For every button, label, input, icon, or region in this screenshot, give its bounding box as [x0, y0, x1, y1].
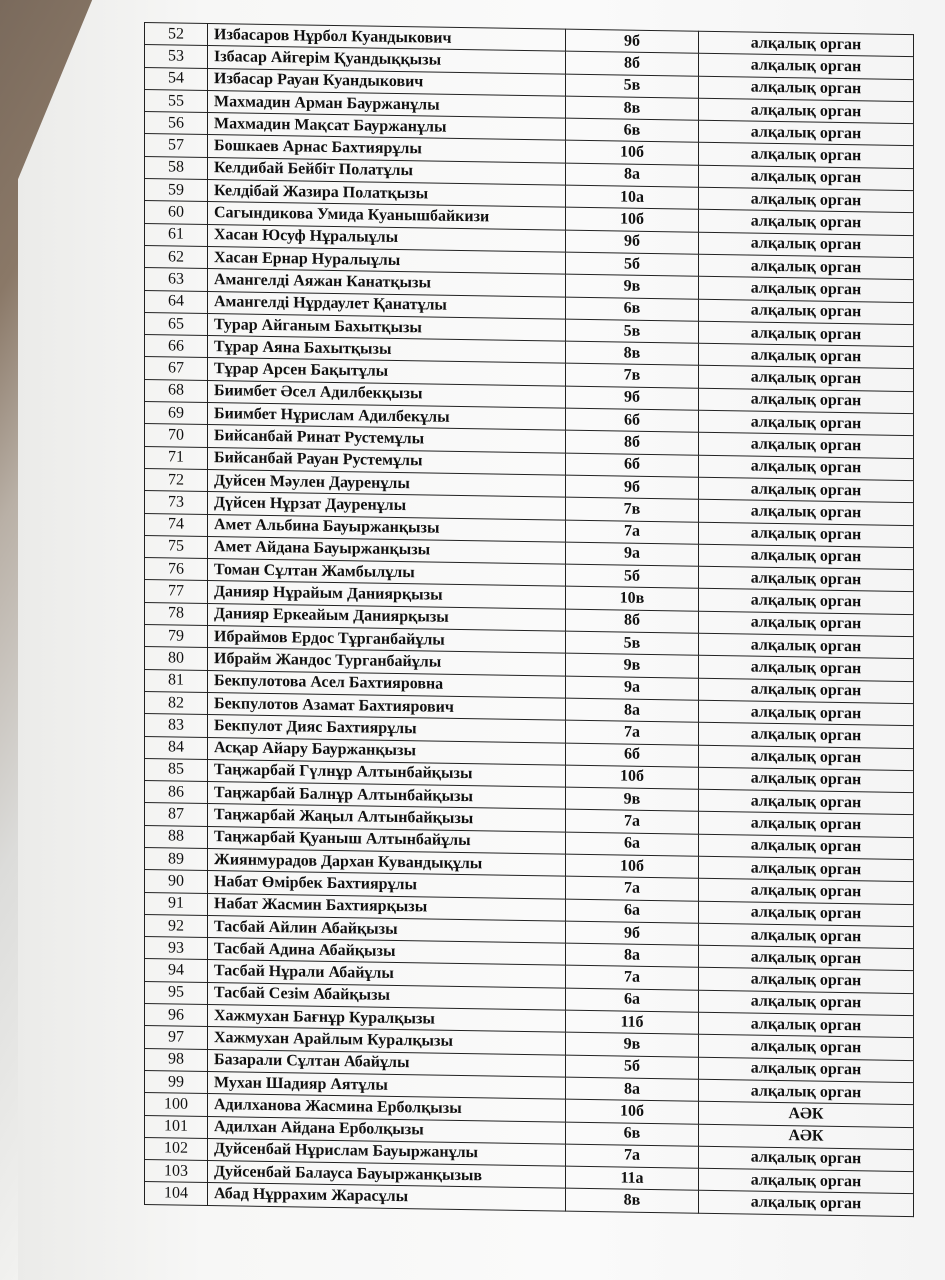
row-number: 69 [145, 402, 208, 425]
class-cell: 8б [566, 609, 699, 633]
role-cell: АӘК [699, 1101, 914, 1127]
class-cell: 5в [566, 319, 699, 343]
student-name: Таңжарбай Балнұр Алтынбайқызы [208, 782, 566, 810]
student-name: Биимбет Нұрислам Адилбекұлы [208, 403, 566, 431]
row-number: 54 [145, 67, 208, 90]
role-cell: алқалық орган [699, 343, 914, 369]
student-name: Бийсанбай Рауан Рустемұлы [208, 447, 566, 475]
student-name: Хасан Юсуф Нұралыұлы [208, 224, 566, 252]
row-number: 90 [145, 870, 208, 893]
class-cell: 9б [566, 475, 699, 499]
row-number: 55 [145, 89, 208, 112]
row-number: 52 [145, 23, 208, 46]
class-cell: 5б [566, 564, 699, 588]
row-number: 74 [145, 513, 208, 536]
class-cell: 11б [566, 1010, 699, 1034]
student-name: Келдібай Жазира Полатқызы [208, 180, 566, 208]
class-cell: 9б [566, 386, 699, 410]
row-number: 93 [145, 937, 208, 960]
student-name: Адилханова Жасмина Ерболқызы [208, 1094, 566, 1122]
class-cell: 8в [566, 96, 699, 120]
row-number: 60 [145, 201, 208, 224]
role-cell: алқалық орган [699, 1191, 914, 1217]
student-name: Ибрайм Жандос Турганбайұлы [208, 648, 566, 676]
student-name: Амангелді Нұрдаулет Қанатұлы [208, 291, 566, 319]
role-cell: алқалық орган [699, 700, 914, 726]
student-name: Амангелді Аяжан Канатқызы [208, 269, 566, 297]
class-cell: 8а [566, 943, 699, 967]
role-cell: алқалық орган [699, 299, 914, 325]
class-cell: 6в [566, 297, 699, 321]
class-cell: 7а [566, 720, 699, 744]
class-cell: 5в [566, 631, 699, 655]
class-cell: 10в [566, 587, 699, 611]
role-cell: алқалық орган [699, 455, 914, 481]
row-number: 70 [145, 424, 208, 447]
role-cell: алқалық орган [699, 120, 914, 146]
class-cell: 8а [566, 698, 699, 722]
student-name: Махмадин Арман Бауржанұлы [208, 90, 566, 118]
role-cell: алқалық орган [699, 968, 914, 994]
role-cell: алқалық орган [699, 276, 914, 302]
student-name: Дуйсенбай Нұрислам Бауыржанұлы [208, 1138, 566, 1166]
role-cell: алқалық орган [699, 210, 914, 236]
role-cell: алқалық орган [699, 901, 914, 927]
student-name: Амет Альбина Бауыржанқызы [208, 514, 566, 542]
student-name: Жиянмурадов Дархан Кувандықұлы [208, 848, 566, 876]
row-number: 80 [145, 647, 208, 670]
student-name: Ибраймов Ердос Тұрганбайұлы [208, 626, 566, 654]
class-cell: 8б [566, 51, 699, 75]
row-number: 68 [145, 379, 208, 402]
student-name: Абад Нұррахим Жарасұлы [208, 1183, 566, 1211]
class-cell: 8а [566, 1077, 699, 1101]
role-cell: алқалық орган [699, 98, 914, 124]
role-cell: алқалық орган [699, 856, 914, 882]
role-cell: алқалық орган [699, 611, 914, 637]
class-cell: 6б [566, 743, 699, 767]
row-number: 103 [145, 1160, 208, 1183]
role-cell: алқалық орган [699, 165, 914, 191]
student-name: Бошкаев Арнас Бахтиярұлы [208, 135, 566, 163]
student-name: Базарали Сұлтан Абайұлы [208, 1049, 566, 1077]
row-number: 97 [145, 1026, 208, 1049]
role-cell: алқалық орган [699, 54, 914, 80]
row-number: 62 [145, 245, 208, 268]
role-cell: алқалық орган [699, 722, 914, 748]
row-number: 56 [145, 112, 208, 135]
row-number: 63 [145, 268, 208, 291]
student-name: Дүйсен Нұрзат Дауренұлы [208, 492, 566, 520]
class-cell: 7в [566, 364, 699, 388]
row-number: 102 [145, 1137, 208, 1160]
role-cell: алқалық орган [699, 143, 914, 169]
row-number: 101 [145, 1115, 208, 1138]
role-cell: алқалық орган [699, 321, 914, 347]
row-number: 78 [145, 602, 208, 625]
student-name: Ізбасар Айгерім Қуандыққызы [208, 46, 566, 74]
role-cell: алқалық орган [699, 1035, 914, 1061]
class-cell: 6а [566, 988, 699, 1012]
class-cell: 9а [566, 676, 699, 700]
student-name: Тасбай Нұрали Абайұлы [208, 960, 566, 988]
row-number: 72 [145, 468, 208, 491]
student-name: Биимбет Әсел Адилбекқызы [208, 380, 566, 408]
row-number: 67 [145, 357, 208, 380]
role-cell: алқалық орган [699, 878, 914, 904]
student-name: Махмадин Мақсат Бауржанұлы [208, 113, 566, 141]
row-number: 76 [145, 558, 208, 581]
student-name: Данияр Нұрайым Даниярқызы [208, 581, 566, 609]
role-cell: алқалық орган [699, 187, 914, 213]
role-cell: алқалық орган [699, 834, 914, 860]
role-cell: алқалық орган [699, 31, 914, 57]
role-cell: алқалық орган [699, 477, 914, 503]
row-number: 99 [145, 1070, 208, 1093]
row-number: 96 [145, 1004, 208, 1027]
role-cell: алқалық орган [699, 945, 914, 971]
row-number: 64 [145, 290, 208, 313]
row-number: 85 [145, 758, 208, 781]
role-cell: алқалық орган [699, 745, 914, 771]
student-name: Адилхан Айдана Ерболқызы [208, 1116, 566, 1144]
student-name: Дуйсенбай Балауса Бауыржанқызыв [208, 1161, 566, 1189]
role-cell: алқалық орган [699, 566, 914, 592]
role-cell: алқалық орган [699, 633, 914, 659]
student-name: Асқар Айару Бауржанқызы [208, 737, 566, 765]
role-cell: алқалық орган [699, 388, 914, 414]
row-number: 88 [145, 825, 208, 848]
role-cell: алқалық орган [699, 1146, 914, 1172]
row-number: 73 [145, 491, 208, 514]
class-cell: 9а [566, 542, 699, 566]
class-cell: 9б [566, 230, 699, 254]
student-name: Набат Жасмин Бахтиярқызы [208, 893, 566, 921]
role-cell: алқалық орган [699, 812, 914, 838]
class-cell: 10б [566, 207, 699, 231]
student-name: Данияр Еркеайым Даниярқызы [208, 603, 566, 631]
student-name: Сагындикова Умида Куанышбайкизи [208, 202, 566, 230]
row-number: 89 [145, 847, 208, 870]
row-number: 71 [145, 446, 208, 469]
student-name: Хажмухан Арайлым Куралқызы [208, 1027, 566, 1055]
class-cell: 10б [566, 1099, 699, 1123]
student-name: Мухан Шадияр Аятұлы [208, 1071, 566, 1099]
student-name: Набат Өмірбек Бахтиярұлы [208, 871, 566, 899]
row-number: 57 [145, 134, 208, 157]
row-number: 66 [145, 335, 208, 358]
row-number: 91 [145, 892, 208, 915]
row-number: 100 [145, 1093, 208, 1116]
student-name: Таңжарбай Гүлнұр Алтынбайқызы [208, 759, 566, 787]
row-number: 79 [145, 625, 208, 648]
student-name: Томан Сұлтан Жамбылұлы [208, 559, 566, 587]
row-number: 95 [145, 981, 208, 1004]
row-number: 86 [145, 781, 208, 804]
class-cell: 10б [566, 854, 699, 878]
student-name: Дуйсен Мәулен Дауренұлы [208, 469, 566, 497]
class-cell: 9в [566, 787, 699, 811]
class-cell: 9в [566, 653, 699, 677]
row-number: 75 [145, 535, 208, 558]
role-cell: алқалық орган [699, 254, 914, 280]
student-list-table [144, 22, 914, 1217]
table-body [145, 23, 914, 1217]
role-cell: алқалық орган [699, 433, 914, 459]
student-name: Таңжарбай Қуаныш Алтынбайұлы [208, 826, 566, 854]
class-cell: 9в [566, 1032, 699, 1056]
student-name: Хасан Ернар Нуралыұлы [208, 246, 566, 274]
role-cell: алқалық орган [699, 76, 914, 102]
row-number: 59 [145, 179, 208, 202]
class-cell: 9б [566, 29, 699, 53]
class-cell: 6а [566, 899, 699, 923]
role-cell: алқалық орган [699, 522, 914, 548]
class-cell: 6в [566, 1122, 699, 1146]
row-number: 58 [145, 156, 208, 179]
student-name: Тұрар Аяна Бахытқызы [208, 336, 566, 364]
class-cell: 5б [566, 252, 699, 276]
role-cell: алқалық орган [699, 410, 914, 436]
class-cell: 8а [566, 163, 699, 187]
class-cell: 8б [566, 430, 699, 454]
role-cell: алқалық орган [699, 678, 914, 704]
class-cell: 5в [566, 74, 699, 98]
class-cell: 8в [566, 1189, 699, 1213]
class-cell: 6в [566, 118, 699, 142]
row-number: 94 [145, 959, 208, 982]
role-cell: АӘК [699, 1124, 914, 1150]
role-cell: алқалық орган [699, 1079, 914, 1105]
row-number: 61 [145, 223, 208, 246]
role-cell: алқалық орган [699, 589, 914, 615]
class-cell: 9в [566, 274, 699, 298]
role-cell: алқалық орган [699, 544, 914, 570]
class-cell: 7а [566, 876, 699, 900]
class-cell: 6б [566, 453, 699, 477]
student-name: Избасаров Нұрбол Куандыкович [208, 23, 566, 51]
row-number: 53 [145, 45, 208, 68]
row-number: 65 [145, 312, 208, 335]
student-name: Бекпулот Дияс Бахтиярұлы [208, 715, 566, 743]
student-name: Тасбай Сезім Абайқызы [208, 982, 566, 1010]
class-cell: 10б [566, 141, 699, 165]
role-cell: алқалық орган [699, 366, 914, 392]
role-cell: алқалық орган [699, 1057, 914, 1083]
role-cell: алқалық орган [699, 1168, 914, 1194]
role-cell: алқалық орган [699, 1012, 914, 1038]
role-cell: алқалық орган [699, 232, 914, 258]
student-name: Хажмухан Бағнұр Куралқызы [208, 1005, 566, 1033]
row-number: 92 [145, 914, 208, 937]
row-number: 82 [145, 691, 208, 714]
role-cell: алқалық орган [699, 923, 914, 949]
class-cell: 9б [566, 921, 699, 945]
row-number: 104 [145, 1182, 208, 1205]
student-name: Избасар Рауан Куандыкович [208, 68, 566, 96]
student-name: Тасбай Адина Абайқызы [208, 938, 566, 966]
student-name: Бийсанбай Ринат Рустемұлы [208, 425, 566, 453]
student-name: Бекпулотов Азамат Бахтиярович [208, 692, 566, 720]
row-number: 81 [145, 669, 208, 692]
class-cell: 7в [566, 497, 699, 521]
student-name: Таңжарбай Жаңыл Алтынбайқызы [208, 804, 566, 832]
class-cell: 6б [566, 408, 699, 432]
student-name: Бекпулотова Асел Бахтияровна [208, 670, 566, 698]
student-name: Келдибай Бейбіт Полатұлы [208, 157, 566, 185]
class-cell: 6а [566, 832, 699, 856]
class-cell: 7а [566, 520, 699, 544]
row-number: 87 [145, 803, 208, 826]
row-number: 98 [145, 1048, 208, 1071]
class-cell: 5б [566, 1055, 699, 1079]
class-cell: 7а [566, 810, 699, 834]
role-cell: алқалық орган [699, 767, 914, 793]
student-name: Турар Айганым Бахытқызы [208, 313, 566, 341]
class-cell: 7а [566, 1144, 699, 1168]
row-number: 83 [145, 714, 208, 737]
role-cell: алқалық орган [699, 990, 914, 1016]
student-name: Тасбай Айлин Абайқызы [208, 915, 566, 943]
class-cell: 10б [566, 765, 699, 789]
role-cell: алқалық орган [699, 789, 914, 815]
row-number: 77 [145, 580, 208, 603]
student-name: Амет Айдана Бауыржанқызы [208, 536, 566, 564]
class-cell: 8в [566, 341, 699, 365]
class-cell: 10а [566, 185, 699, 209]
role-cell: алқалық орган [699, 499, 914, 525]
row-number: 84 [145, 736, 208, 759]
class-cell: 11а [566, 1166, 699, 1190]
class-cell: 7а [566, 966, 699, 990]
student-name: Тұрар Арсен Бақытұлы [208, 358, 566, 386]
role-cell: алқалық орган [699, 656, 914, 682]
